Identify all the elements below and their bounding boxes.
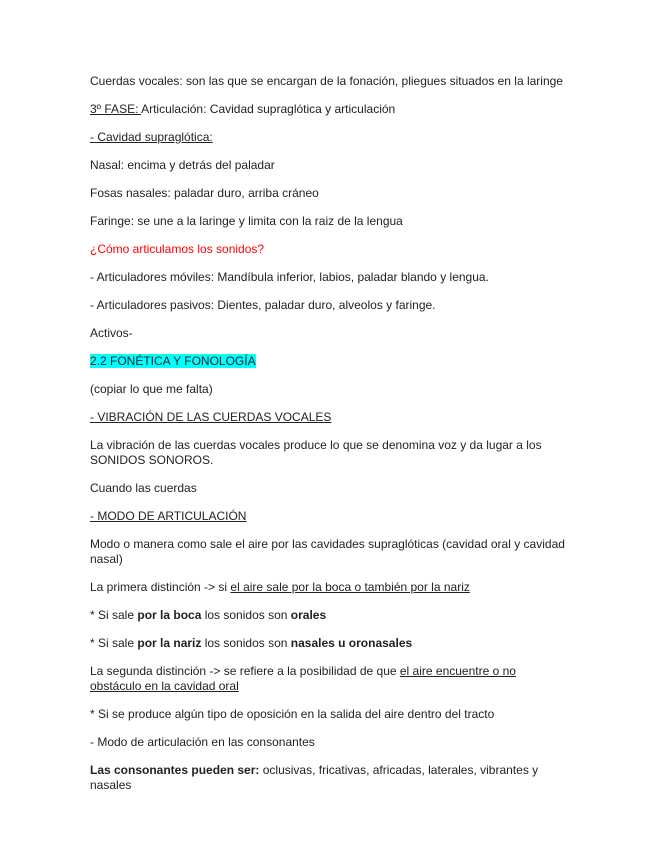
question-como-articulamos: ¿Cómo articulamos los sonidos? (90, 242, 265, 256)
bold-segment: nasales u oronasales (290, 636, 413, 650)
underlined-segment: el aire encuentre o no obstáculo en la cavidad oral (90, 664, 516, 693)
bullet-sale-por-boca (90, 608, 570, 623)
bold-segment: por la nariz (137, 636, 202, 650)
bullet-oposicion: * Si se produce algún tipo de oposición en la salida del aire dentro del tracto (90, 707, 495, 721)
paragraph-articuladores-pasivos: - Articuladores pasivos: Dientes, paladar duro, alveolos y faringe. (90, 298, 436, 312)
paragraph-copiar: (copiar lo que me falta) (90, 382, 213, 396)
underlined-heading: - MODO DE ARTICULACIÓN (90, 509, 247, 523)
underlined-segment: el aire sale por la boca o también por la nariz (230, 580, 470, 594)
paragraph-articuladores-moviles: - Articuladores móviles: Mandíbula inferior, labios, paladar blando y lengua. (90, 270, 489, 284)
paragraph-nasal: Nasal: encima y detrás del paladar (90, 158, 275, 172)
paragraph-consonantes-pueden-ser (90, 763, 570, 793)
heading-vibracion (90, 410, 570, 425)
heading-modo-articulacion (90, 509, 570, 524)
bold-segment: Las consonantes pueden ser: (90, 763, 260, 777)
paragraph-tercera-fase (90, 102, 570, 117)
text-segment: * Si sale (90, 636, 138, 650)
text-segment: los sonidos son (201, 636, 291, 650)
paragraph-primera-distincion (90, 580, 570, 595)
text-segment: La primera distinción -> si (90, 580, 231, 594)
paragraph-activos: Activos- (90, 326, 133, 340)
phase-text: Articulación: Cavidad supraglótica y articulación (141, 102, 396, 116)
underlined-heading: - Cavidad supraglótica: (90, 130, 213, 144)
paragraph-vibracion: La vibración de las cuerdas vocales produce lo que se denomina voz y da lugar a los SONIDOS SONOROS. (90, 438, 542, 467)
document-page (90, 74, 570, 806)
heading-cavidad-supraglotica (90, 130, 570, 145)
text-segment: * Si sale (90, 608, 138, 622)
paragraph-faringe: Faringe: se une a la laringe y limita con la raiz de la lengua (90, 214, 403, 228)
underlined-heading: - VIBRACIÓN DE LAS CUERDAS VOCALES (90, 410, 332, 424)
bullet-sale-por-nariz (90, 636, 570, 651)
underlined-phase-label: 3º FASE: (90, 102, 142, 116)
paragraph-fosas-nasales: Fosas nasales: paladar duro, arriba cráneo (90, 186, 319, 200)
paragraph-segunda-distincion (90, 664, 570, 694)
paragraph-cuando-las-cuerdas: Cuando las cuerdas (90, 481, 197, 495)
section-heading-fonetica (90, 354, 570, 369)
bold-segment: por la boca (137, 608, 202, 622)
text-segment: los sonidos son (201, 608, 291, 622)
highlighted-section-title: 2.2 FONÉTICA Y FONOLOGÍA (90, 354, 256, 368)
bold-segment: orales (290, 608, 327, 622)
paragraph-modo-manera: Modo o manera como sale el aire por las cavidades supraglóticas (cavidad oral y cavidad nasal) (90, 537, 565, 566)
paragraph-cuerdas-vocales: Cuerdas vocales: son las que se encargan de la fonación, pliegues situados en la laringe (90, 74, 563, 88)
text-segment: La segunda distinción -> se refiere a la posibilidad de que (90, 664, 400, 678)
text-segment: oclusivas, fricativas, africadas, laterales, vibrantes y nasales (90, 763, 539, 792)
paragraph-modo-consonantes: - Modo de articulación en las consonantes (90, 735, 315, 749)
